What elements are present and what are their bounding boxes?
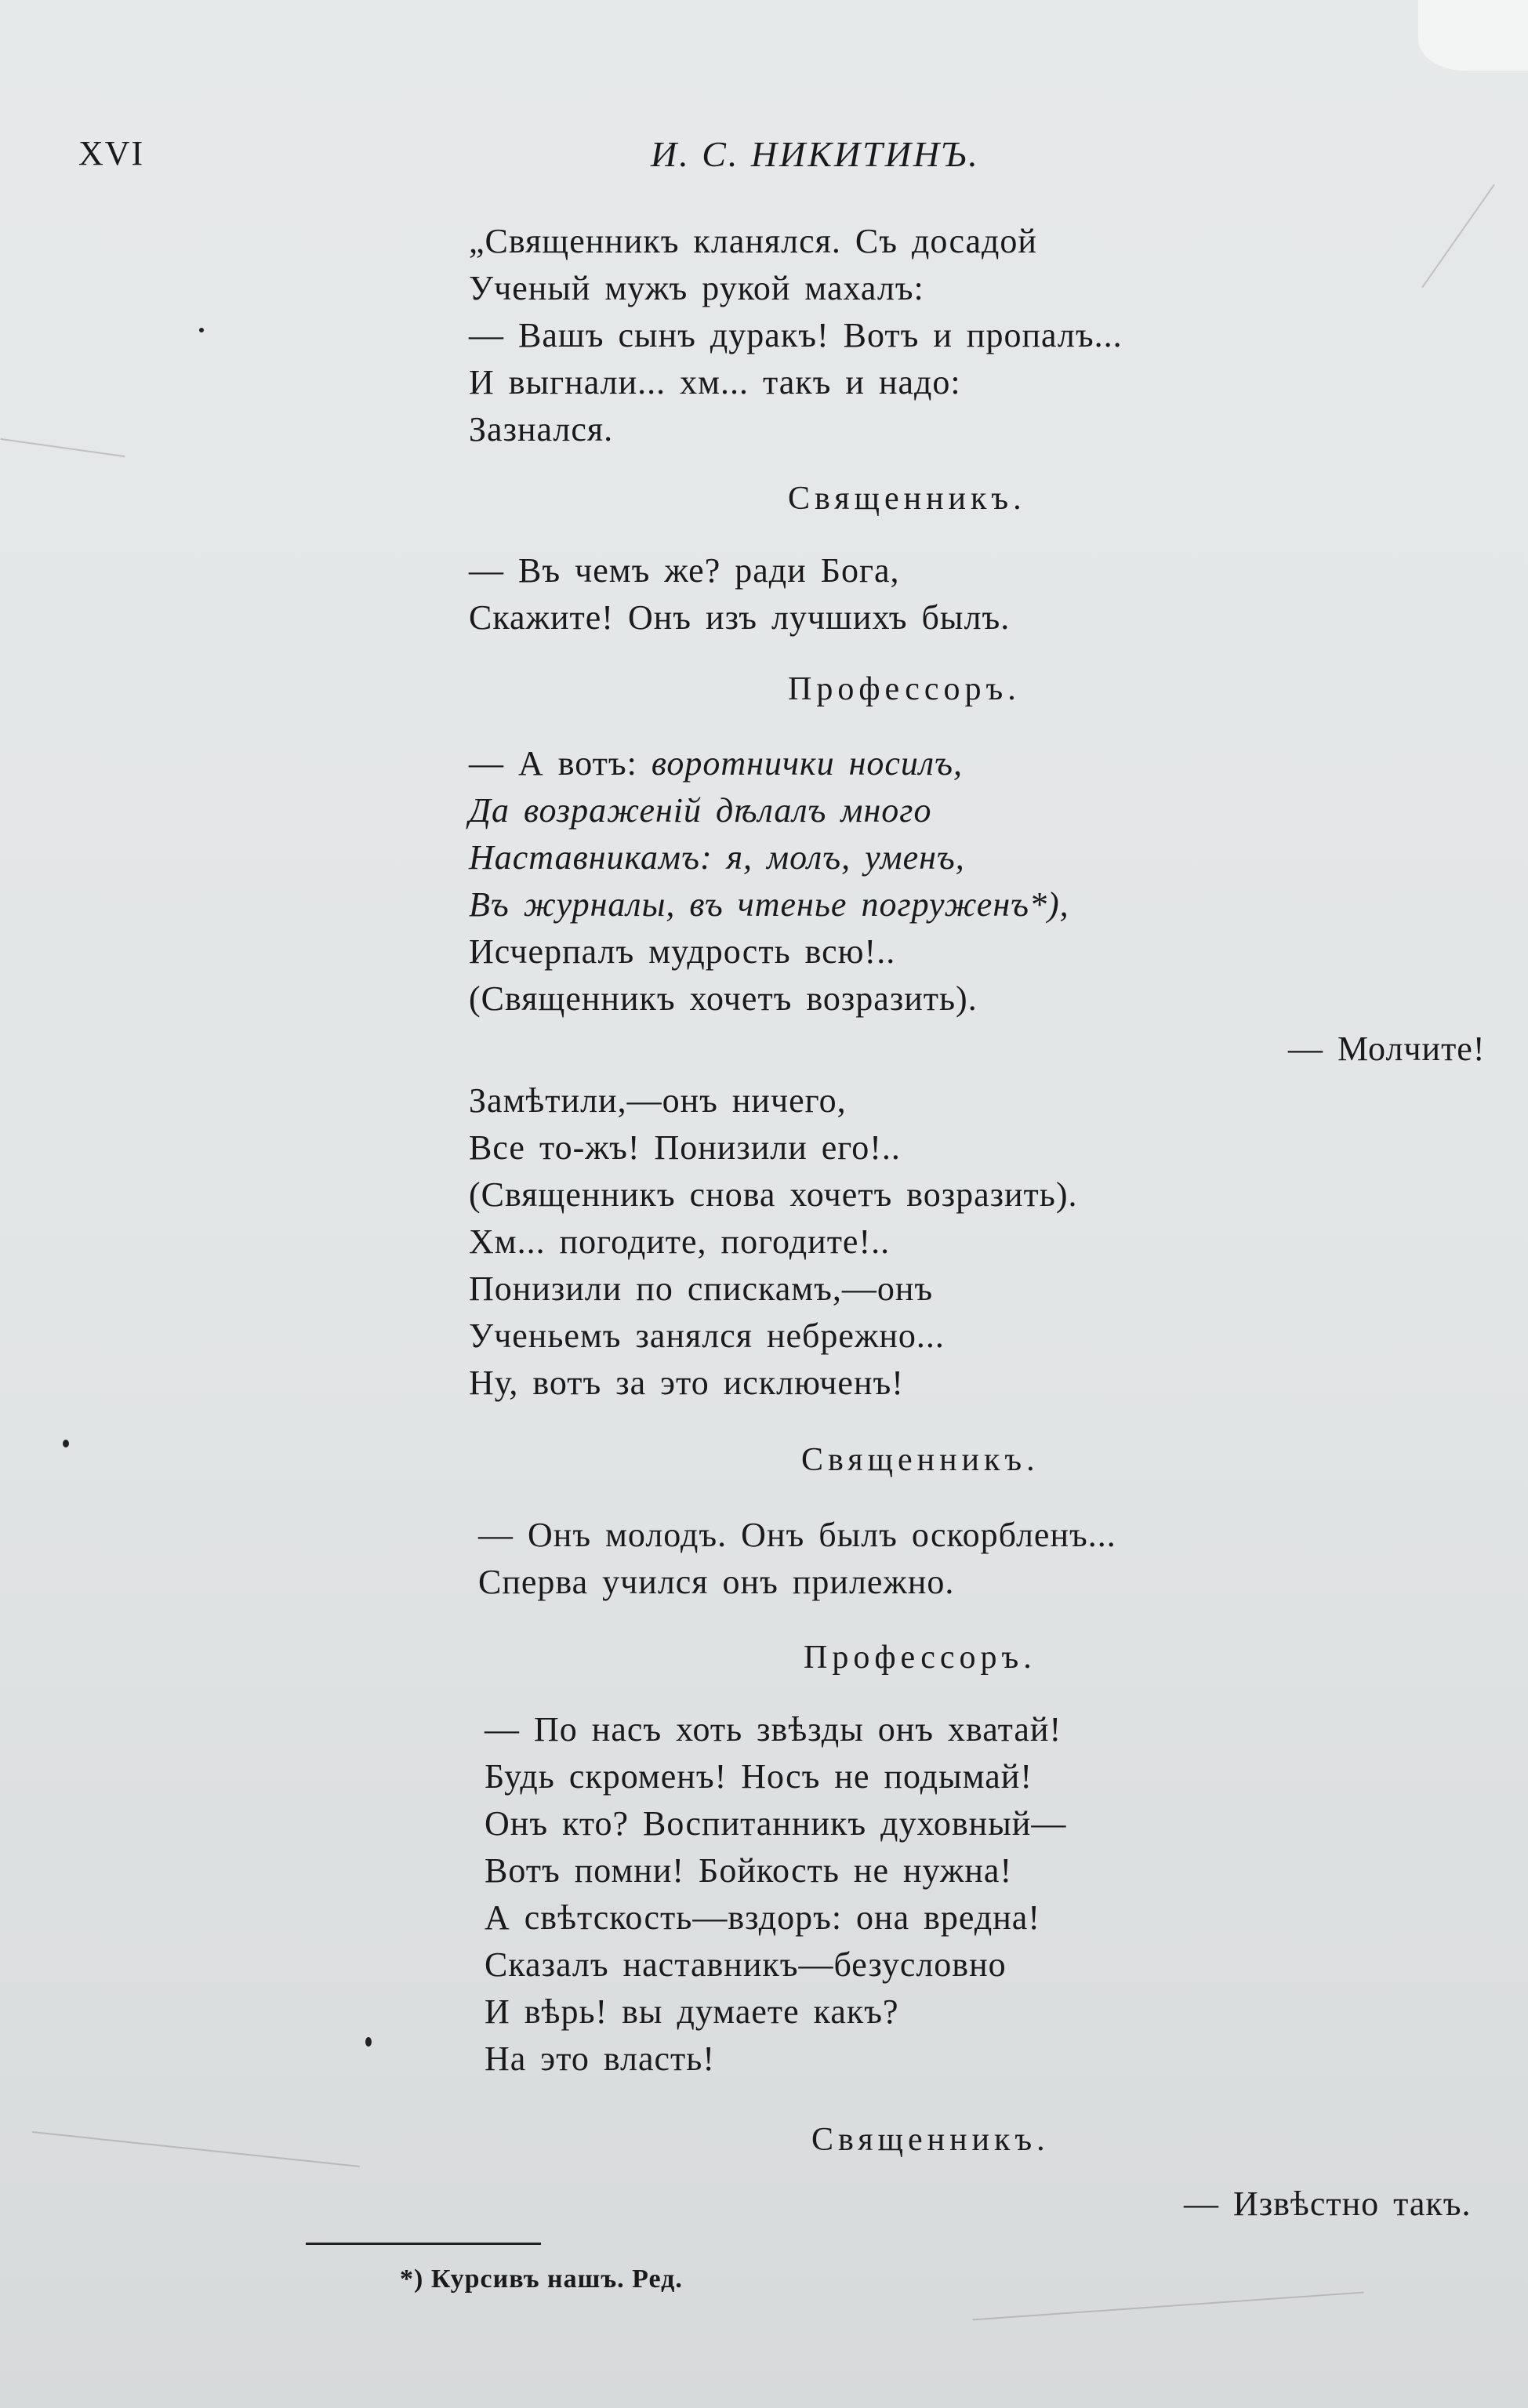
torn-corner <box>1418 0 1528 71</box>
italic-text: воротнички носилъ, <box>651 744 963 783</box>
verse-line: Замѣтили,—онъ ничего, <box>469 1081 847 1120</box>
verse-line: Зазнался. <box>469 410 614 449</box>
running-title: И. С. НИКИТИНЪ. <box>651 134 980 174</box>
verse-line: Вотъ помни! Бойкость не нужна! <box>485 1851 1013 1890</box>
verse-line: Ну, вотъ за это исключенъ! <box>469 1364 904 1402</box>
footnote: *) Курсивъ нашъ. Ред. <box>400 2265 683 2294</box>
speaker-name: Священникъ. <box>811 2122 1050 2158</box>
verse-line: — По насъ хоть звѣзды онъ хватай! <box>485 1710 1062 1749</box>
verse-line-italic: Да возраженій дѣлалъ много <box>469 791 932 830</box>
verse-line: И выгнали... хм... такъ и надо: <box>469 363 961 401</box>
verse-line: Сперва учился онъ прилежно. <box>478 1563 955 1601</box>
verse-line: Сказалъ наставникъ—безусловно <box>485 1945 1007 1984</box>
paper-crease <box>32 2131 360 2167</box>
verse-line: Все то-жъ! Понизили его!.. <box>469 1128 901 1167</box>
speaker-name: Профессоръ. <box>804 1640 1036 1676</box>
verse-text: — А вотъ: <box>469 744 637 783</box>
page-number: XVI <box>78 134 145 173</box>
verse-line: Ученьемъ занялся небрежно... <box>469 1317 945 1355</box>
speaker-name: Священникъ. <box>788 481 1026 517</box>
verse-line: Понизили по спискамъ,—онъ <box>469 1269 934 1308</box>
ink-speck <box>63 1440 69 1447</box>
verse-line: А свѣтскость—вздоръ: она вредна! <box>485 1898 1040 1937</box>
verse-line: Скажите! Онъ изъ лучшихъ былъ. <box>469 598 1011 637</box>
verse-line: — Вашъ сынъ дуракъ! Вотъ и пропалъ... <box>469 316 1123 354</box>
verse-line: Ученый мужъ рукой махалъ: <box>469 269 924 307</box>
verse-line: На это власть! <box>485 2039 715 2078</box>
stage-direction: (Священникъ хочетъ возразить). <box>469 979 978 1018</box>
verse-line: — Въ чемъ же? ради Бога, <box>469 551 900 590</box>
verse-line: — Извѣстно такъ. <box>1184 2185 1472 2223</box>
verse-line <box>469 743 963 783</box>
verse-line: Онъ кто? Воспитанникъ духовный— <box>485 1804 1067 1843</box>
ink-speck <box>199 328 204 332</box>
paper-crease <box>1421 184 1494 288</box>
speaker-name: Профессоръ. <box>788 671 1021 707</box>
footnote-rule <box>306 2243 541 2245</box>
stage-direction: (Священникъ снова хочетъ возразить). <box>469 1175 1078 1214</box>
speaker-name: Священникъ. <box>801 1442 1040 1478</box>
ink-speck <box>365 2037 372 2047</box>
paper-crease <box>973 2292 1364 2321</box>
paper-crease <box>1 438 125 457</box>
verse-line: И вѣрь! вы думаете какъ? <box>485 1992 899 2031</box>
verse-line: — Онъ молодъ. Онъ былъ оскорбленъ... <box>478 1516 1116 1554</box>
verse-line-italic: Наставникамъ: я, молъ, уменъ, <box>469 838 965 877</box>
verse-line: Исчерпалъ мудрость всю!.. <box>469 932 896 971</box>
verse-line: Хм... погодите, погодите!.. <box>469 1222 891 1261</box>
verse-line-italic: Въ журналы, въ чтенье погруженъ*), <box>469 885 1069 924</box>
verse-line: „Священникъ кланялся. Съ досадой <box>469 222 1037 260</box>
verse-line: — Молчите! <box>1288 1030 1486 1068</box>
verse-line: Будь скроменъ! Носъ не подымай! <box>485 1757 1033 1796</box>
